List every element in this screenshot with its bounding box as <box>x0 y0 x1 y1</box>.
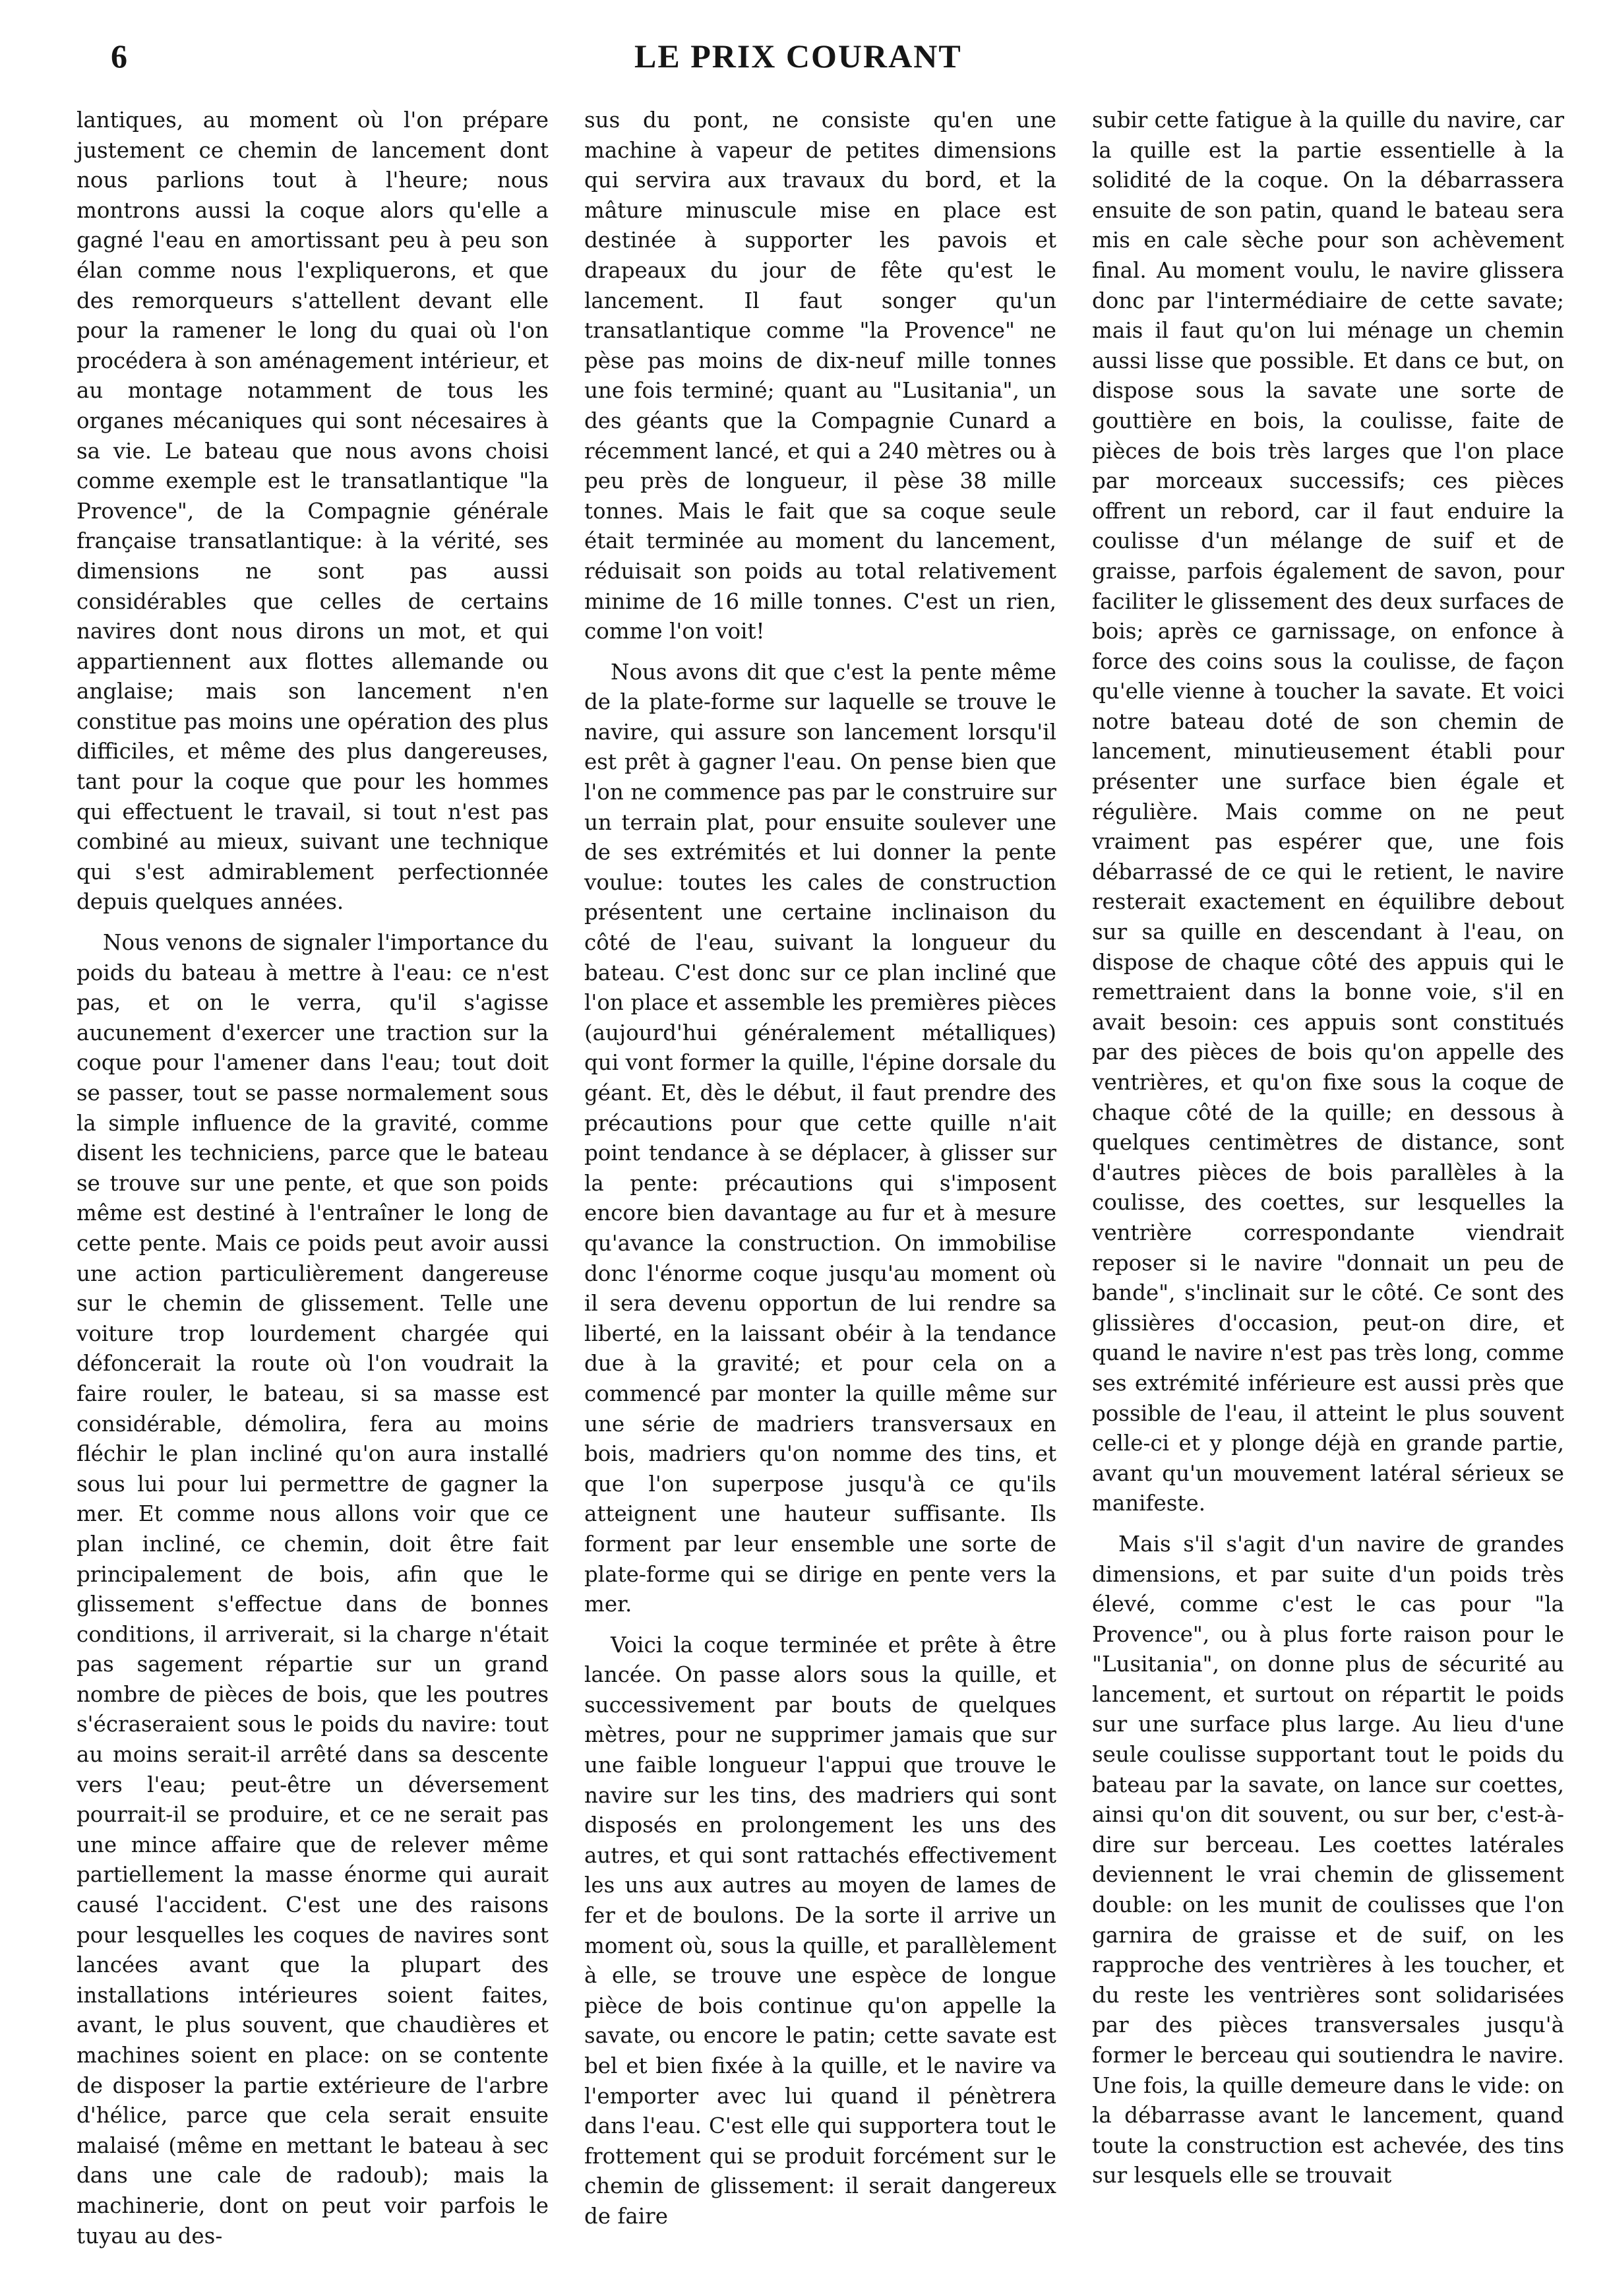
paragraph: lantiques, au moment où l'on prépare justement ce chemin de lancement dont nous parlions tout à l'heure; nous montrons aussi la coque alors qu'elle a gagné l'eau en amortissant peu à peu son élan comme nous l'expliquerons, et que des remorqueurs s'attellent devant elle pour la ramener le long du quai où l'on procédera à son aménagement intérieur, et au montage notamment de tous les organes mécaniques qui sont nécesaires à sa vie. Le bateau que nous avons choisi comme exemple est le transatlantique "la Provence", de la Compagnie générale française transatlantique: à la vérité, ses dimensions ne sont pas aussi considérables que celles de certains navires dont nous dirons un mot, et qui appartiennent aux flottes allemande ou anglaise; mais son lancement n'en constitue pas moins une opération des plus difficiles, et même des plus dangereuses, tant pour la coque que pour les hommes qui effectuent le travail, si tout n'est pas combiné au mieux, suivant une technique qui s'est admirablement perfectionnée depuis quelques années. <box>76 108 549 915</box>
text-column-1 <box>76 106 549 2251</box>
text-column-3 <box>1092 106 1564 2191</box>
paragraph: Nous avons dit que c'est la pente même de la plate-forme sur laquelle se trouve le navire, qui assure son lancement lorsqu'il est prêt à gagner l'eau. On pense bien que l'on ne commence pas par le construire sur un terrain plat, pour ensuite soulever une de ses extrémités et lui donner la pente voulue: toutes les cales de construction présentent une certaine inclinaison du côté de l'eau, suivant la longueur du bateau. C'est donc sur ce plan incliné que l'on place et assemble les premières pièces (aujourd'hui généralement métalliques) qui vont former la quille, l'épine dorsale du géant. Et, dès le début, il faut prendre des précautions pour que cette quille n'ait point tendance à se déplacer, à glisser sur la pente: précautions qui s'imposent encore bien davantage au fur et à mesure qu'avance la construction. On immobilise donc l'énorme coque jusqu'au moment où il sera devenu opportun de lui rendre sa liberté, en la laissant obéir à la tendance due à la gravité; et pour cela on a commencé par monter la quille même sur une série de madriers transversaux en bois, madriers qu'on nomme des tins, et que l'on superpose jusqu'à ce qu'ils atteignent une hauteur suffisante. Ils forment par leur ensemble une sorte de plate-forme qui se dirige en pente vers la mer. <box>584 659 1056 1617</box>
page-header <box>0 37 1607 83</box>
paragraph: Voici la coque terminée et prête à être lancée. On passe alors sous la quille, et successivement par bouts de quelques mètres, pour ne supprimer jamais que sur une faible longueur l'appui que trouve le navire sur les tins, des madriers qui sont disposés en prolongement les uns des autres, et qui sont rattachés effectivement les uns aux autres au moyen de lames de fer et de boulons. De la sorte il arrive un moment où, sous la quille, et parallèlement à elle, se trouve une espèce de longue pièce de bois continue qu'on appelle la savate, ou encore le patin; cette savate est bel et bien fixée à la quille, et le navire va l'emporter avec lui quand il pénètrera dans l'eau. C'est elle qui supportera tout le frottement qui se produit forcément sur le chemin de glissement: il serait dangereux de faire <box>584 1632 1056 2229</box>
page-number: 6 <box>111 38 127 75</box>
running-title: LE PRIX COURANT <box>634 38 962 75</box>
paragraph: subir cette fatigue à la quille du navire, car la quille est la partie essentielle à la solidité de la coque. On la débarrassera ensuite de son patin, quand le bateau sera mis en cale sèche pour son achèvement final. Au moment voulu, le navire glissera donc par l'intermédiaire de cette savate; mais il faut qu'on lui ménage un chemin aussi lisse que possible. Et dans ce but, on dispose sous la savate une sorte de gouttière en bois, la coulisse, faite de pièces de bois très larges que l'on place par morceaux successifs; ces pièces offrent un rebord, car il faut enduire la coulisse d'un mélange de suif et de graisse, parfois également de savon, pour faciliter le glissement des deux surfaces de bois; après ce garnissage, on enfonce à force des coins sous la coulisse, de façon qu'elle vienne à toucher la savate. Et voici notre bateau doté de son chemin de lancement, minutieusement établi pour présenter une surface bien égale et régulière. Mais comme on ne peut vraiment pas espérer que, une fois débarrassé de ce qui le retient, le navire resterait exactement en équilibre debout sur sa quille en descendant à l'eau, on dispose de chaque côté des appuis qui le remettraient dans la bonne voie, s'il en avait besoin: ces appuis sont constitués par des pièces de bois qu'on appelle des ventrières, et qu'on fixe sous la coque de chaque côté de la quille; en dessous à quelques centimètres de distance, sont d'autres pièces de bois parallèles à la coulisse, des coettes, sur lesquelles la ventrière correspondante viendrait reposer si le navire "donnait un peu de bande", s'inclinait sur le côté. Ce sont des glissières d'occasion, peut-on dire, et quand le navire n'est pas très long, comme ses extrémité inférieure est aussi près que possible de l'eau, il atteint le plus souvent celle-ci et y plonge déjà en grande partie, avant qu'un mouvement latéral sérieux se manifeste. <box>1092 108 1564 1516</box>
paragraph: Nous venons de signaler l'importance du poids du bateau à mettre à l'eau: ce n'est pas, et on le verra, qu'il s'agisse aucunement d'exercer une traction sur la coque pour l'amener dans l'eau; tout doit se passer, tout se passe normalement sous la simple influence de la gravité, comme disent les techniciens, parce que le bateau se trouve sur une pente, et que son poids même est destiné à l'entraîner le long de cette pente. Mais ce poids peut avoir aussi une action particulièrement dangereuse sur le chemin de glissement. Telle une voiture trop lourdement chargée qui défoncerait la route où l'on voudrait la faire rouler, le bateau, si sa masse est considérable, démolira, fera au moins fléchir le plan incliné qu'on aura installé sous lui pour lui permettre de gagner la mer. Et comme nous allons voir que ce plan incliné, ce chemin, doit être fait principalement de bois, afin que le glissement s'effectue dans de bonnes conditions, il arriverait, si la charge n'était pas sagement répartie sur un grand nombre de pièces de bois, que les poutres s'écraseraient sous le poids du navire: tout au moins serait-il arrêté dans sa descente vers l'eau; peut-être un déversement pourrait-il se produire, et ce ne serait pas une mince affaire que de relever même partiellement la masse énorme qui aurait causé l'accident. C'est une des raisons pour lesquelles les coques de navires sont lancées avant que la plupart des installations intérieures soient faites, avant, le plus souvent, que chaudières et machines soient en place: on se contente de disposer la partie extérieure de l'arbre d'hélice, parce que cela serait ensuite malaisé (même en mettant le bateau à sec dans une cale de radoub); mais la machinerie, dont on peut voir parfois le tuyau au des- <box>76 930 549 2249</box>
paragraph: Mais s'il s'agit d'un navire de grandes dimensions, et par suite d'un poids très élevé, comme c'est le cas pour "la Provence", ou à plus forte raison pour le "Lusitania", on donne plus de sécurité au lancement, et surtout on répartit le poids sur une surface plus large. Au lieu d'une seule coulisse supportant tout le poids du bateau par la savate, on lance sur coettes, ainsi qu'on dit souvent, ou sur ber, c'est-à-dire sur berceau. Les coettes latérales deviennent le vrai chemin de glissement double: on les munit de coulisses que l'on garnira de graisse et de suif, on les rapproche des ventrières à les toucher, et du reste les ventrières sont solidarisées par des pièces transversales jusqu'à former le berceau qui soutiendra le navire. Une fois, la quille demeure dans le vide: on la débarrasse avant le lancement, quand toute la construction est achevée, des tins sur lesquels elle se trouvait <box>1092 1531 1564 2188</box>
paragraph: sus du pont, ne consiste qu'en une machine à vapeur de petites dimensions qui servira aux travaux du bord, et la mâture minuscule mise en place est destinée à supporter les pavois et drapeaux du jour de fête qu'est le lancement. Il faut songer qu'un transatlantique comme "la Provence" ne pèse pas moins de dix-neuf mille tonnes une fois terminé; quant au "Lusitania", un des géants que la Compagnie Cunard a récemment lancé, et qui a 240 mètres ou à peu près de longueur, il pèse 38 mille tonnes. Mais le fait que sa coque seule était terminée au moment du lancement, réduisait son poids au total relativement minime de 16 mille tonnes. C'est un rien, comme l'on voit! <box>584 108 1056 644</box>
text-column-2 <box>584 106 1056 2232</box>
